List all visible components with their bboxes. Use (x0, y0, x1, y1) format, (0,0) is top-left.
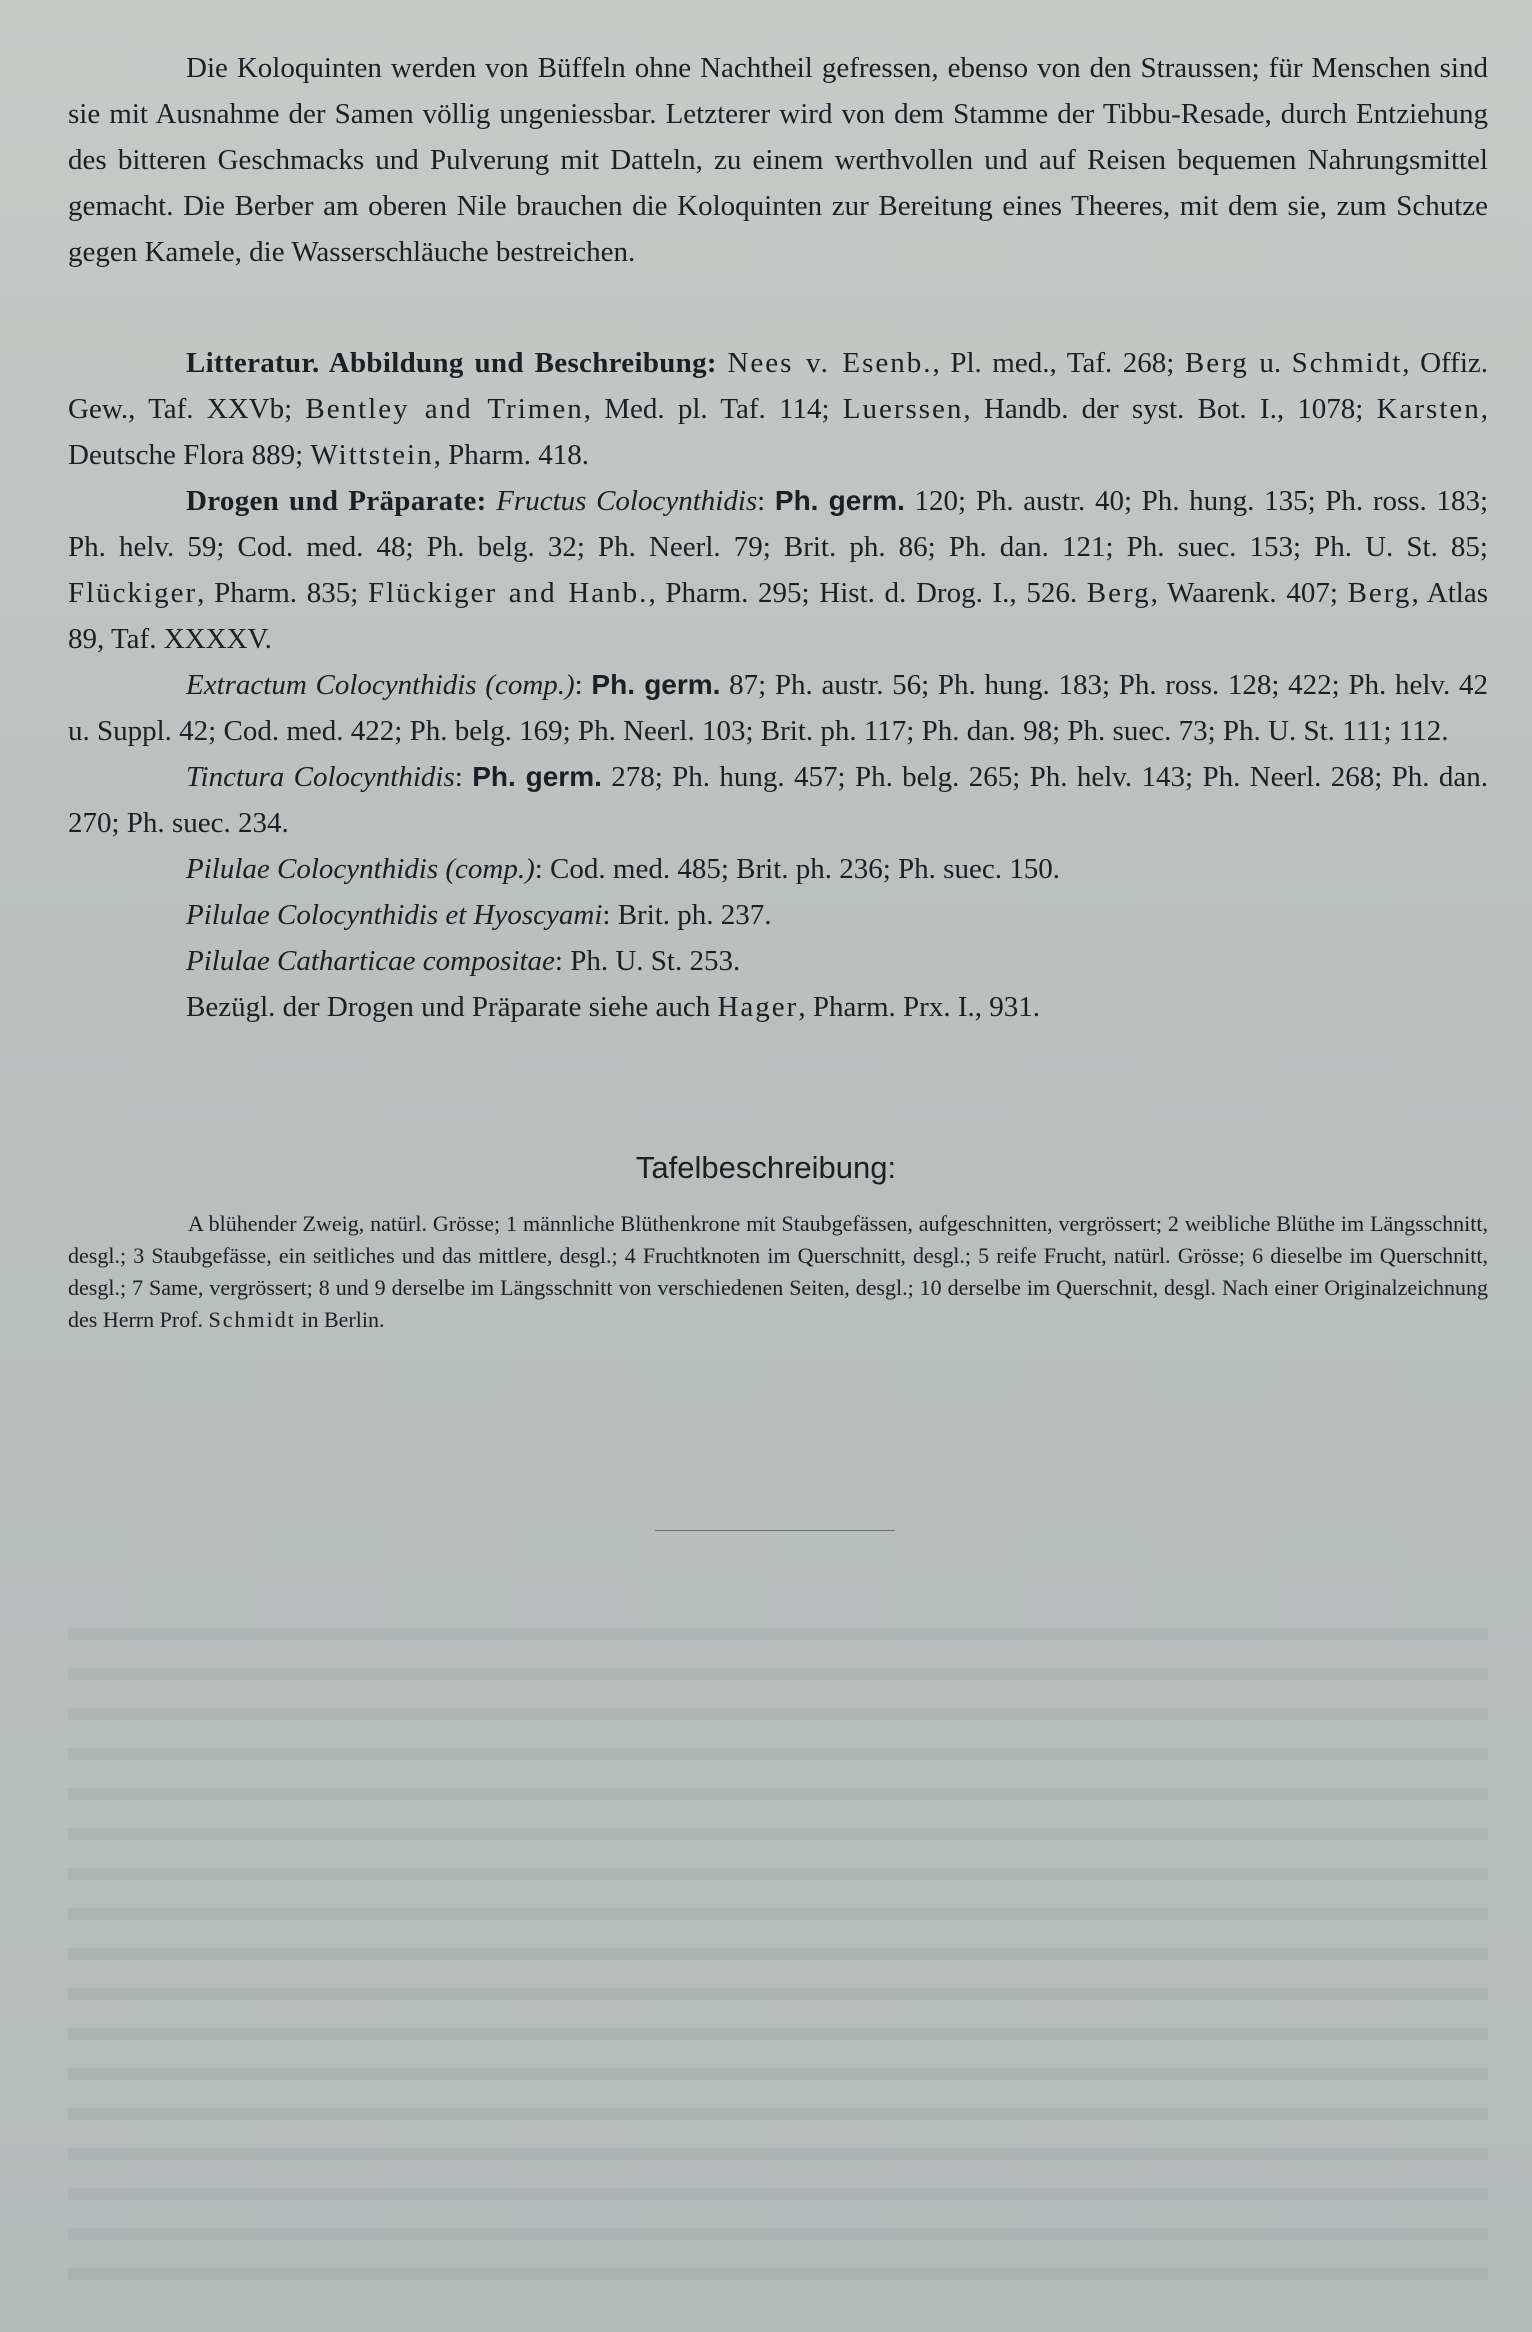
intro-paragraph: Die Koloquinten werden von Büffeln ohne Nachtheil gefressen, ebenso von den Straussen; für Menschen sind sie mit Ausnahme der Samen völlig ungeniessbar. Letzterer wird von dem Stamme der Tibbu-Resade, durch Entziehung des bitteren Geschmacks und Pulverung mit Datteln, zu einem werthvollen und auf Reisen bequemen Nahrungsmittel gemacht. Die Berber am oberen Nile brauchen die Koloquinten zur Bereitung eines Theeres, mit dem sie, zum Schutze gegen Kamele, die Wasserschläuche bestreichen. (68, 52, 1488, 268)
plate-text-end: in Berlin. (295, 1307, 385, 1332)
ref-text: , Pl. med., Taf. 268; (932, 347, 1185, 379)
drug-name: Pilulae Colocynthidis (186, 853, 439, 885)
drogen-heading: Drogen und Präparate: (186, 485, 487, 517)
drug-name: Fructus Colocynthidis (496, 485, 758, 517)
ref-text: Bezügl. der Drogen und Präparate siehe auch (186, 991, 718, 1023)
ref-text: , Pharm. 295; Hist. d. Drog. I., 526. (648, 577, 1087, 609)
pilulae-line (68, 846, 1488, 892)
pilulae-line (68, 938, 1488, 984)
plate-description-text (68, 1208, 1488, 1336)
drug-name: Pilulae Colocynthidis et Hyoscyami (186, 899, 603, 931)
author-ref: Wittstein (310, 439, 434, 471)
ph-germ-label: Ph. germ. (472, 761, 602, 792)
ref-text: , Waarenk. 407; (1150, 577, 1348, 609)
ref-text: : Brit. ph. 237. (602, 899, 772, 931)
drug-qualifier: (comp.) (445, 853, 535, 885)
references-section (68, 340, 1488, 1030)
drug-name: Pilulae Catharticae compositae (186, 945, 555, 977)
ref-text: : Ph. U. St. 253. (554, 945, 741, 977)
plate-description (68, 1208, 1488, 1336)
ref-text: 278; Ph. hung. 457; Ph. belg. 265; Ph. helv. 143; Ph. Neerl. 268; Ph. dan. 270; Ph. suec. 234. (68, 761, 1488, 839)
ref-text: , Med. pl. Taf. 114; (583, 393, 843, 425)
author-ref: Luerssen (842, 393, 964, 425)
bezugl-line (68, 984, 1488, 1030)
extractum-paragraph: Extractum Colocynthidis (comp.): Ph. germ. 87; Ph. austr. 56; Ph. hung. 183; Ph. ross. 128; 422; Ph. helv. 42 u. Suppl. 42; Cod. med. 422; Ph. belg. 169; Ph. Neerl. 103; Brit. ph. 117; Ph. dan. 98; Ph. suec. 73; Ph. U. St. 111; 112. (68, 669, 1488, 747)
ref-text: , Handb. der syst. Bot. I., 1078; (963, 393, 1377, 425)
section-divider (655, 1530, 895, 1531)
ph-germ-label: Ph. germ. (591, 669, 721, 700)
intro-section (68, 45, 1488, 275)
tinctura-paragraph: Tinctura Colocynthidis: Ph. germ. 278; Ph. hung. 457; Ph. belg. 265; Ph. helv. 143; Ph. Neerl. 268; Ph. dan. 270; Ph. suec. 234. (68, 761, 1488, 839)
drug-name: Tinctura Colocynthidis (186, 761, 455, 793)
author-ref: Schmidt (1291, 347, 1403, 379)
drogen-paragraph: Drogen und Präparate: Fructus Colocynthidis: Ph. germ. 120; Ph. austr. 40; Ph. hung. 135; Ph. ross. 183; Ph. helv. 59; Cod. med. 48; Ph. belg. 32; Ph. Neerl. 79; Brit. ph. 86; Ph. dan. 121; Ph. suec. 153; Ph. U. St. 85; Flückiger, Pharm. 835; Flückiger and Hanb., Pharm. 295; Hist. d. Drog. I., 526. Berg, Waarenk. 407; Berg, Atlas 89, Taf. XXXXV. (68, 485, 1488, 655)
author-ref: Flückiger and Hanb. (367, 577, 649, 609)
ref-text: u. (1248, 347, 1292, 379)
author-ref: Schmidt (208, 1307, 296, 1332)
author-ref: Berg (1347, 577, 1412, 609)
ref-text: 87; Ph. austr. 56; Ph. hung. 183; Ph. ross. 128; 422; Ph. helv. 42 u. Suppl. 42; Cod. med. 422; Ph. belg. 169; Ph. Neerl. 103; Brit. ph. 117; Ph. dan. 98; Ph. suec. 73; Ph. U. St. 111; 112. (68, 669, 1488, 747)
drug-name: Extractum Colocynthidis (comp.) (186, 669, 575, 701)
ref-text: : Cod. med. 485; Brit. ph. 236; Ph. suec. 150. (534, 853, 1060, 885)
author-ref: Karsten (1376, 393, 1481, 425)
literatur-paragraph (68, 340, 1488, 478)
author-ref: Flückiger (68, 577, 198, 609)
plate-text: A blühender Zweig, natürl. Grösse; 1 männliche Blüthenkrone mit Staubgefässen, aufgeschnitten, vergrössert; 2 weibliche Blüthe im Längsschnitt, desgl.; 3 Staubgefässe, ein seitliches und das mittlere, desgl.; 4 Fruchtknoten im Querschnitt, desgl.; 5 reife Frucht, natürl. Grösse; 6 dieselbe im Querschnitt, desgl.; 7 Same, vergrössert; 8 und 9 derselbe im Längsschnitt von verschiedenen Seiten, desgl.; 10 derselbe im Querschnit, desgl. Nach einer Originalzeichnung des Herrn Prof. (68, 1211, 1488, 1332)
pilulae-line (68, 892, 1488, 938)
ref-text: , Pharm. 835; (197, 577, 368, 609)
ref-text: , Deutsche Flora 889; (68, 393, 1489, 471)
author-ref: Nees v. Esenb. (727, 347, 933, 379)
ref-text: , Atlas 89, Taf. XXXXV. (68, 577, 1488, 655)
ref-text: , Pharm. Prx. I., 931. (798, 991, 1040, 1023)
ref-text: , Offiz. Gew., Taf. XXVb; (68, 347, 1489, 425)
author-ref: Berg (1184, 347, 1249, 379)
ph-germ-label: Ph. germ. (774, 485, 905, 516)
author-ref: Hager (717, 991, 799, 1023)
author-ref: Berg (1086, 577, 1151, 609)
ref-text: 120; Ph. austr. 40; Ph. hung. 135; Ph. ross. 183; Ph. helv. 59; Cod. med. 48; Ph. belg. 32; Ph. Neerl. 79; Brit. ph. 86; Ph. dan. 121; Ph. suec. 153; Ph. U. St. 85; (68, 485, 1488, 563)
author-ref: Bentley and Trimen (305, 393, 584, 425)
ref-text: , Pharm. 418. (433, 439, 590, 471)
bleed-through-texture (68, 1600, 1488, 2280)
literatur-heading: Litteratur. Abbildung und Beschreibung: (186, 347, 717, 379)
plate-description-title: Tafelbeschreibung: (635, 1150, 897, 1185)
